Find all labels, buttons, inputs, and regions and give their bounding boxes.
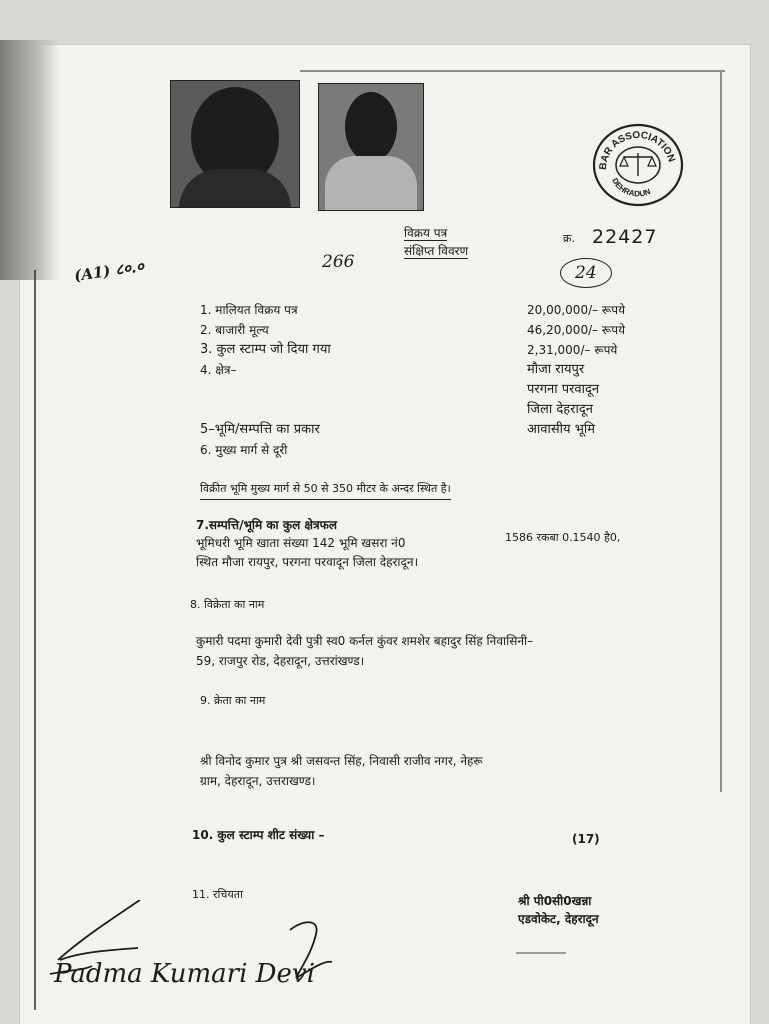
item-label: 3. कुल स्टाम्प जो दिया गया (200, 342, 331, 357)
seller-heading: 8. विक्रेता का नाम (190, 598, 265, 611)
total-area-line1: भूमिधरी भूमि खाता संख्या 142 भूमि खसरा नं0 (196, 536, 406, 550)
scan-edge-shadow (0, 40, 60, 280)
doc-subtitle: संक्षिप्त विवरण (404, 244, 469, 258)
item-label: 2. बाजारी मूल्य (200, 323, 269, 337)
frame-top-line (300, 70, 725, 72)
drafter-sign-mark (516, 952, 566, 954)
item-value: 46,20,000/– रूपये (527, 323, 626, 337)
stamp-sheets-value: (17) (572, 832, 600, 846)
drafter-title: एडवोकेट, देहरादून (518, 912, 599, 926)
svg-text:DEHRADUN (610, 177, 652, 199)
road-distance-text: विक्रीत भूमि मुख्य मार्ग से 50 से 350 मीटर के अन्दर स्थित है। (200, 482, 451, 500)
doc-title: विक्रय पत्र (404, 226, 448, 240)
item-label: 1. मालियत विक्रय पत्र (200, 303, 298, 317)
seal-text-bottom: DEHRADUN (610, 176, 652, 199)
item-value: 2,31,000/– रूपये (527, 343, 618, 357)
buyer-heading: 9. क्रेता का नाम (200, 694, 266, 707)
serial-number: 22427 (592, 226, 658, 248)
area-line: जिला देहरादून (527, 402, 593, 417)
item-value: 20,00,000/– रूपये (527, 303, 626, 317)
serial-prefix: क्र. (563, 232, 575, 245)
bar-association-seal (590, 122, 686, 208)
margin-note: (A1) ८०.० (73, 257, 146, 285)
buyer-line1: श्री विनोद कुमार पुत्र श्री जसवन्त सिंह, निवासी राजीव नगर, नेहरू (200, 754, 483, 768)
stamp-sheets-label: 10. कुल स्टाम्प शीट संख्या – (192, 828, 325, 842)
handwritten-ref-b: 24 (560, 258, 612, 288)
seller-line2: 59, राजपुर रोड, देहरादून, उत्तरांखण्ड। (196, 654, 365, 668)
handwritten-ref-a: 266 (322, 252, 355, 272)
buyer-line2: ग्राम, देहरादून, उत्तराखण्ड। (200, 774, 316, 788)
seal-text-top: BAR ASSOCIATION (597, 129, 677, 171)
drafter-label: 11. रचियता (192, 888, 243, 901)
property-type-label: 5–भूमि/सम्पत्ति का प्रकार (200, 422, 320, 437)
seller-signature (40, 900, 380, 1000)
total-area-heading: 7.सम्पत्ति/भूमि का कुल क्षेत्रफल (196, 518, 337, 532)
item-label: 4. क्षेत्र– (200, 363, 237, 377)
drafter-name: श्री पी0सी0खन्ना (518, 894, 592, 908)
signature-text: Padma Kumari Devi (54, 959, 315, 989)
frame-right-line (720, 72, 722, 792)
total-area-line2: स्थित मौजा रायपुर, परगना परवादून जिला देहरादून। (196, 555, 419, 569)
seller-line1: कुमारी पदमा कुमारी देवी पुत्री स्व0 कर्नल कुंवर शमशेर बहादुर सिंह निवासिनी– (196, 634, 534, 648)
item-value: मौजा रायपुर (527, 362, 585, 377)
road-distance-label: 6. मुख्य मार्ग से दूरी (200, 443, 288, 457)
buyer-photo (318, 83, 424, 211)
frame-left-line (34, 270, 36, 1010)
seller-photo (170, 80, 300, 208)
area-line: परगना परवादून (527, 382, 600, 397)
area-line: आवासीय भूमि (527, 422, 595, 437)
total-area-line1-tail: 1586 रकबा 0.1540 है0, (505, 531, 621, 544)
